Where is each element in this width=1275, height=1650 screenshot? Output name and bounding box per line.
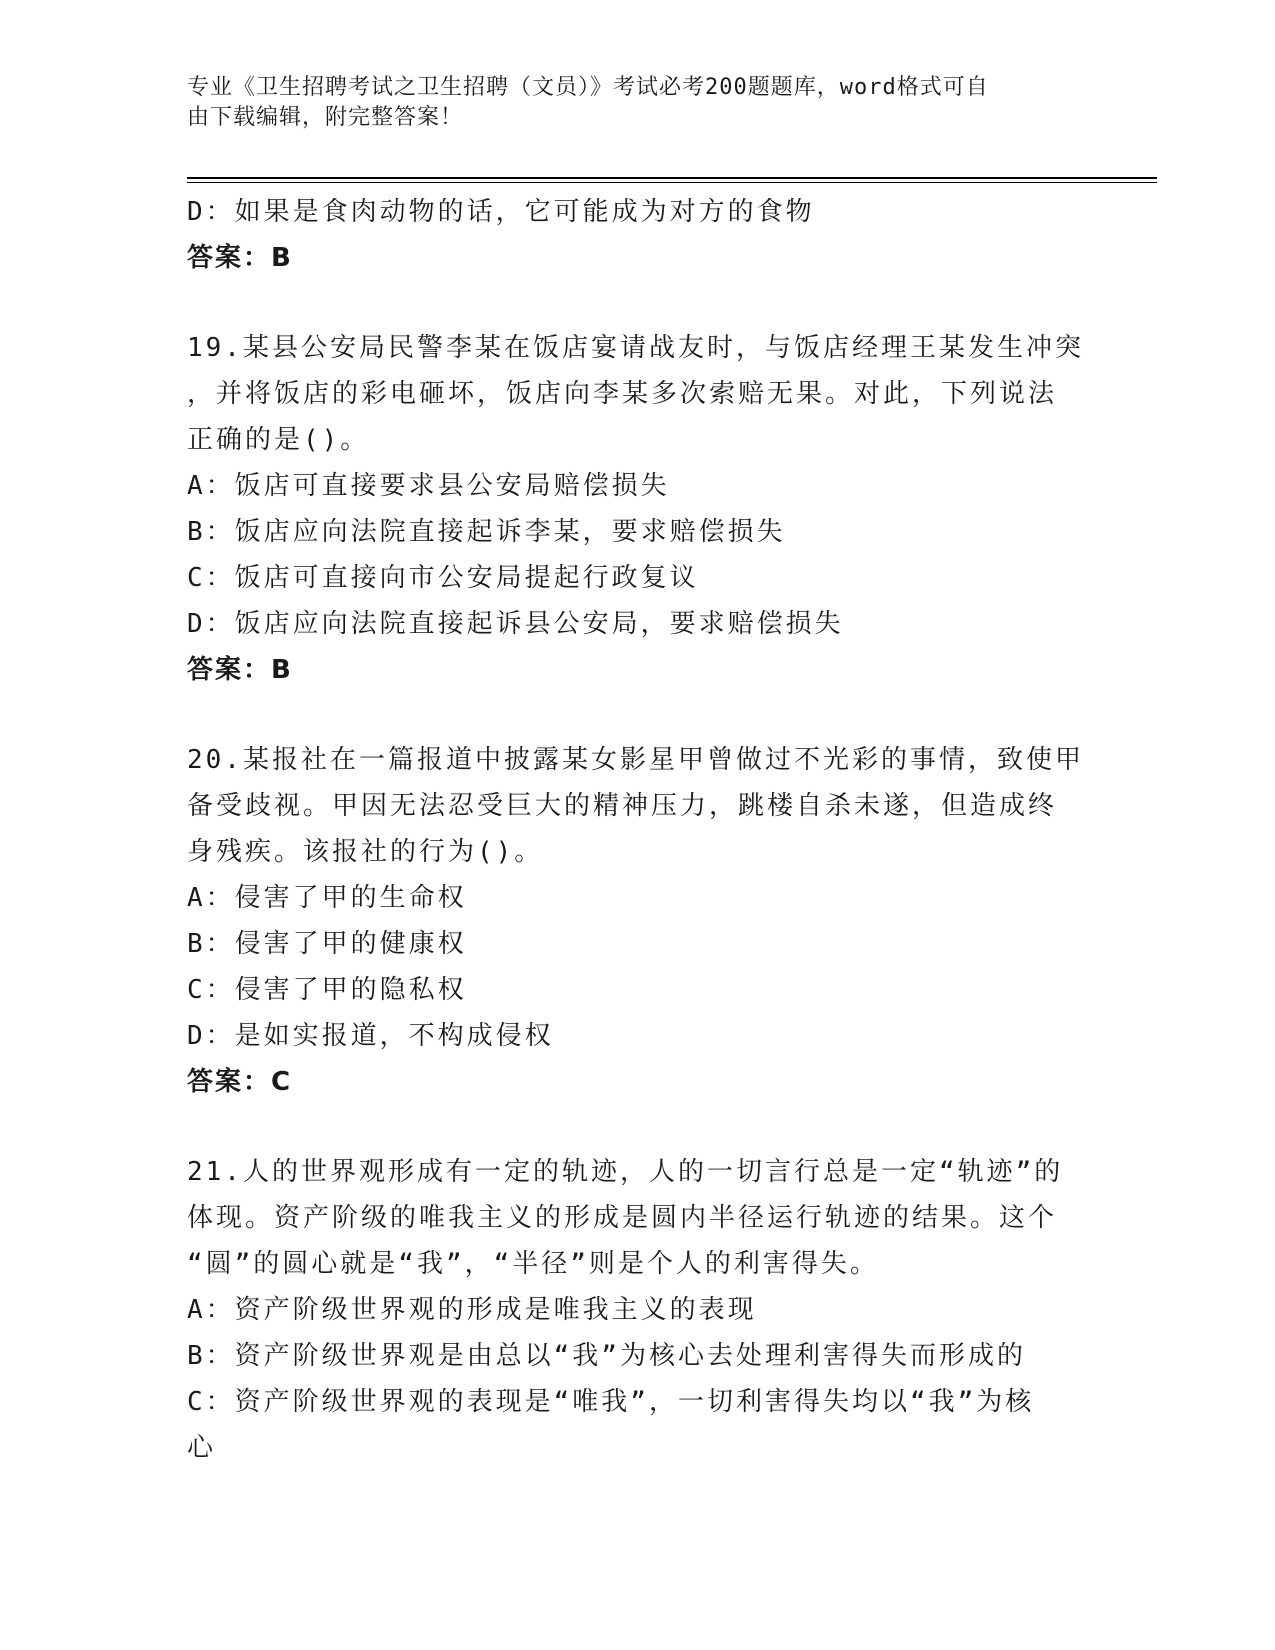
question-stem-line: 体现。资产阶级的唯我主义的形成是圆内半径运行轨迹的结果。这个	[187, 1203, 1058, 1233]
question-21	[187, 1149, 1087, 1471]
header-line-2: 由下载编辑，附完整答案！	[187, 105, 464, 130]
question-20	[187, 737, 1087, 1105]
question-stem-line: 身残疾。该报社的行为()。	[187, 837, 544, 867]
option-a: A：侵害了甲的生命权	[187, 883, 467, 913]
question-stem-line: 19.某县公安局民警李某在饭店宴请战友时，与饭店经理王某发生冲突	[187, 333, 1084, 363]
option-c-continued: 心	[187, 1433, 217, 1463]
option-c: C：侵害了甲的隐私权	[187, 975, 467, 1005]
answer-line: 答案：C	[187, 1067, 293, 1097]
option-d: D：饭店应向法院直接起诉县公安局，要求赔偿损失	[187, 609, 844, 639]
option-b: B：侵害了甲的健康权	[187, 929, 467, 959]
document-body	[187, 189, 1087, 1471]
option-d: D：是如实报道，不构成侵权	[187, 1021, 554, 1051]
option-b: B：资产阶级世界观是由总以“我”为核心去处理利害得失而形成的	[187, 1341, 1026, 1371]
question-stem-line: 备受歧视。甲因无法忍受巨大的精神压力，跳楼自杀未遂，但造成终	[187, 791, 1058, 821]
spacer	[187, 281, 1087, 325]
option-c: C：资产阶级世界观的表现是“唯我”，一切利害得失均以“我”为核	[187, 1387, 1035, 1417]
option-d: D：如果是食肉动物的话，它可能成为对方的食物	[187, 197, 815, 227]
answer-line: 答案：B	[187, 655, 293, 685]
header-divider-thin	[187, 182, 1157, 183]
header-divider-thick	[187, 177, 1157, 179]
option-c: C：饭店可直接向市公安局提起行政复议	[187, 563, 699, 593]
option-a: A：资产阶级世界观的形成是唯我主义的表现	[187, 1295, 757, 1325]
question-stem-line: “圆”的圆心就是“我”，“半径”则是个人的利害得失。	[187, 1249, 879, 1279]
option-b: B：饭店应向法院直接起诉李某，要求赔偿损失	[187, 517, 786, 547]
spacer	[187, 693, 1087, 737]
option-a: A：饭店可直接要求县公安局赔偿损失	[187, 471, 670, 501]
header-line-1: 专业《卫生招聘考试之卫生招聘（文员）》考试必考200题题库，word格式可自	[187, 75, 989, 100]
question-stem-line: 20.某报社在一篇报道中披露某女影星甲曾做过不光彩的事情，致使甲	[187, 745, 1084, 775]
question-stem-line: ，并将饭店的彩电砸坏，饭店向李某多次索赔无果。对此，下列说法	[187, 379, 1058, 409]
question-stem-line: 正确的是()。	[187, 425, 370, 455]
question-19	[187, 325, 1087, 693]
question-stem-line: 21.人的世界观形成有一定的轨迹，人的一切言行总是一定“轨迹”的	[187, 1157, 1064, 1187]
spacer	[187, 1105, 1087, 1149]
answer-line: 答案：B	[187, 243, 293, 273]
document-header	[187, 73, 1067, 133]
